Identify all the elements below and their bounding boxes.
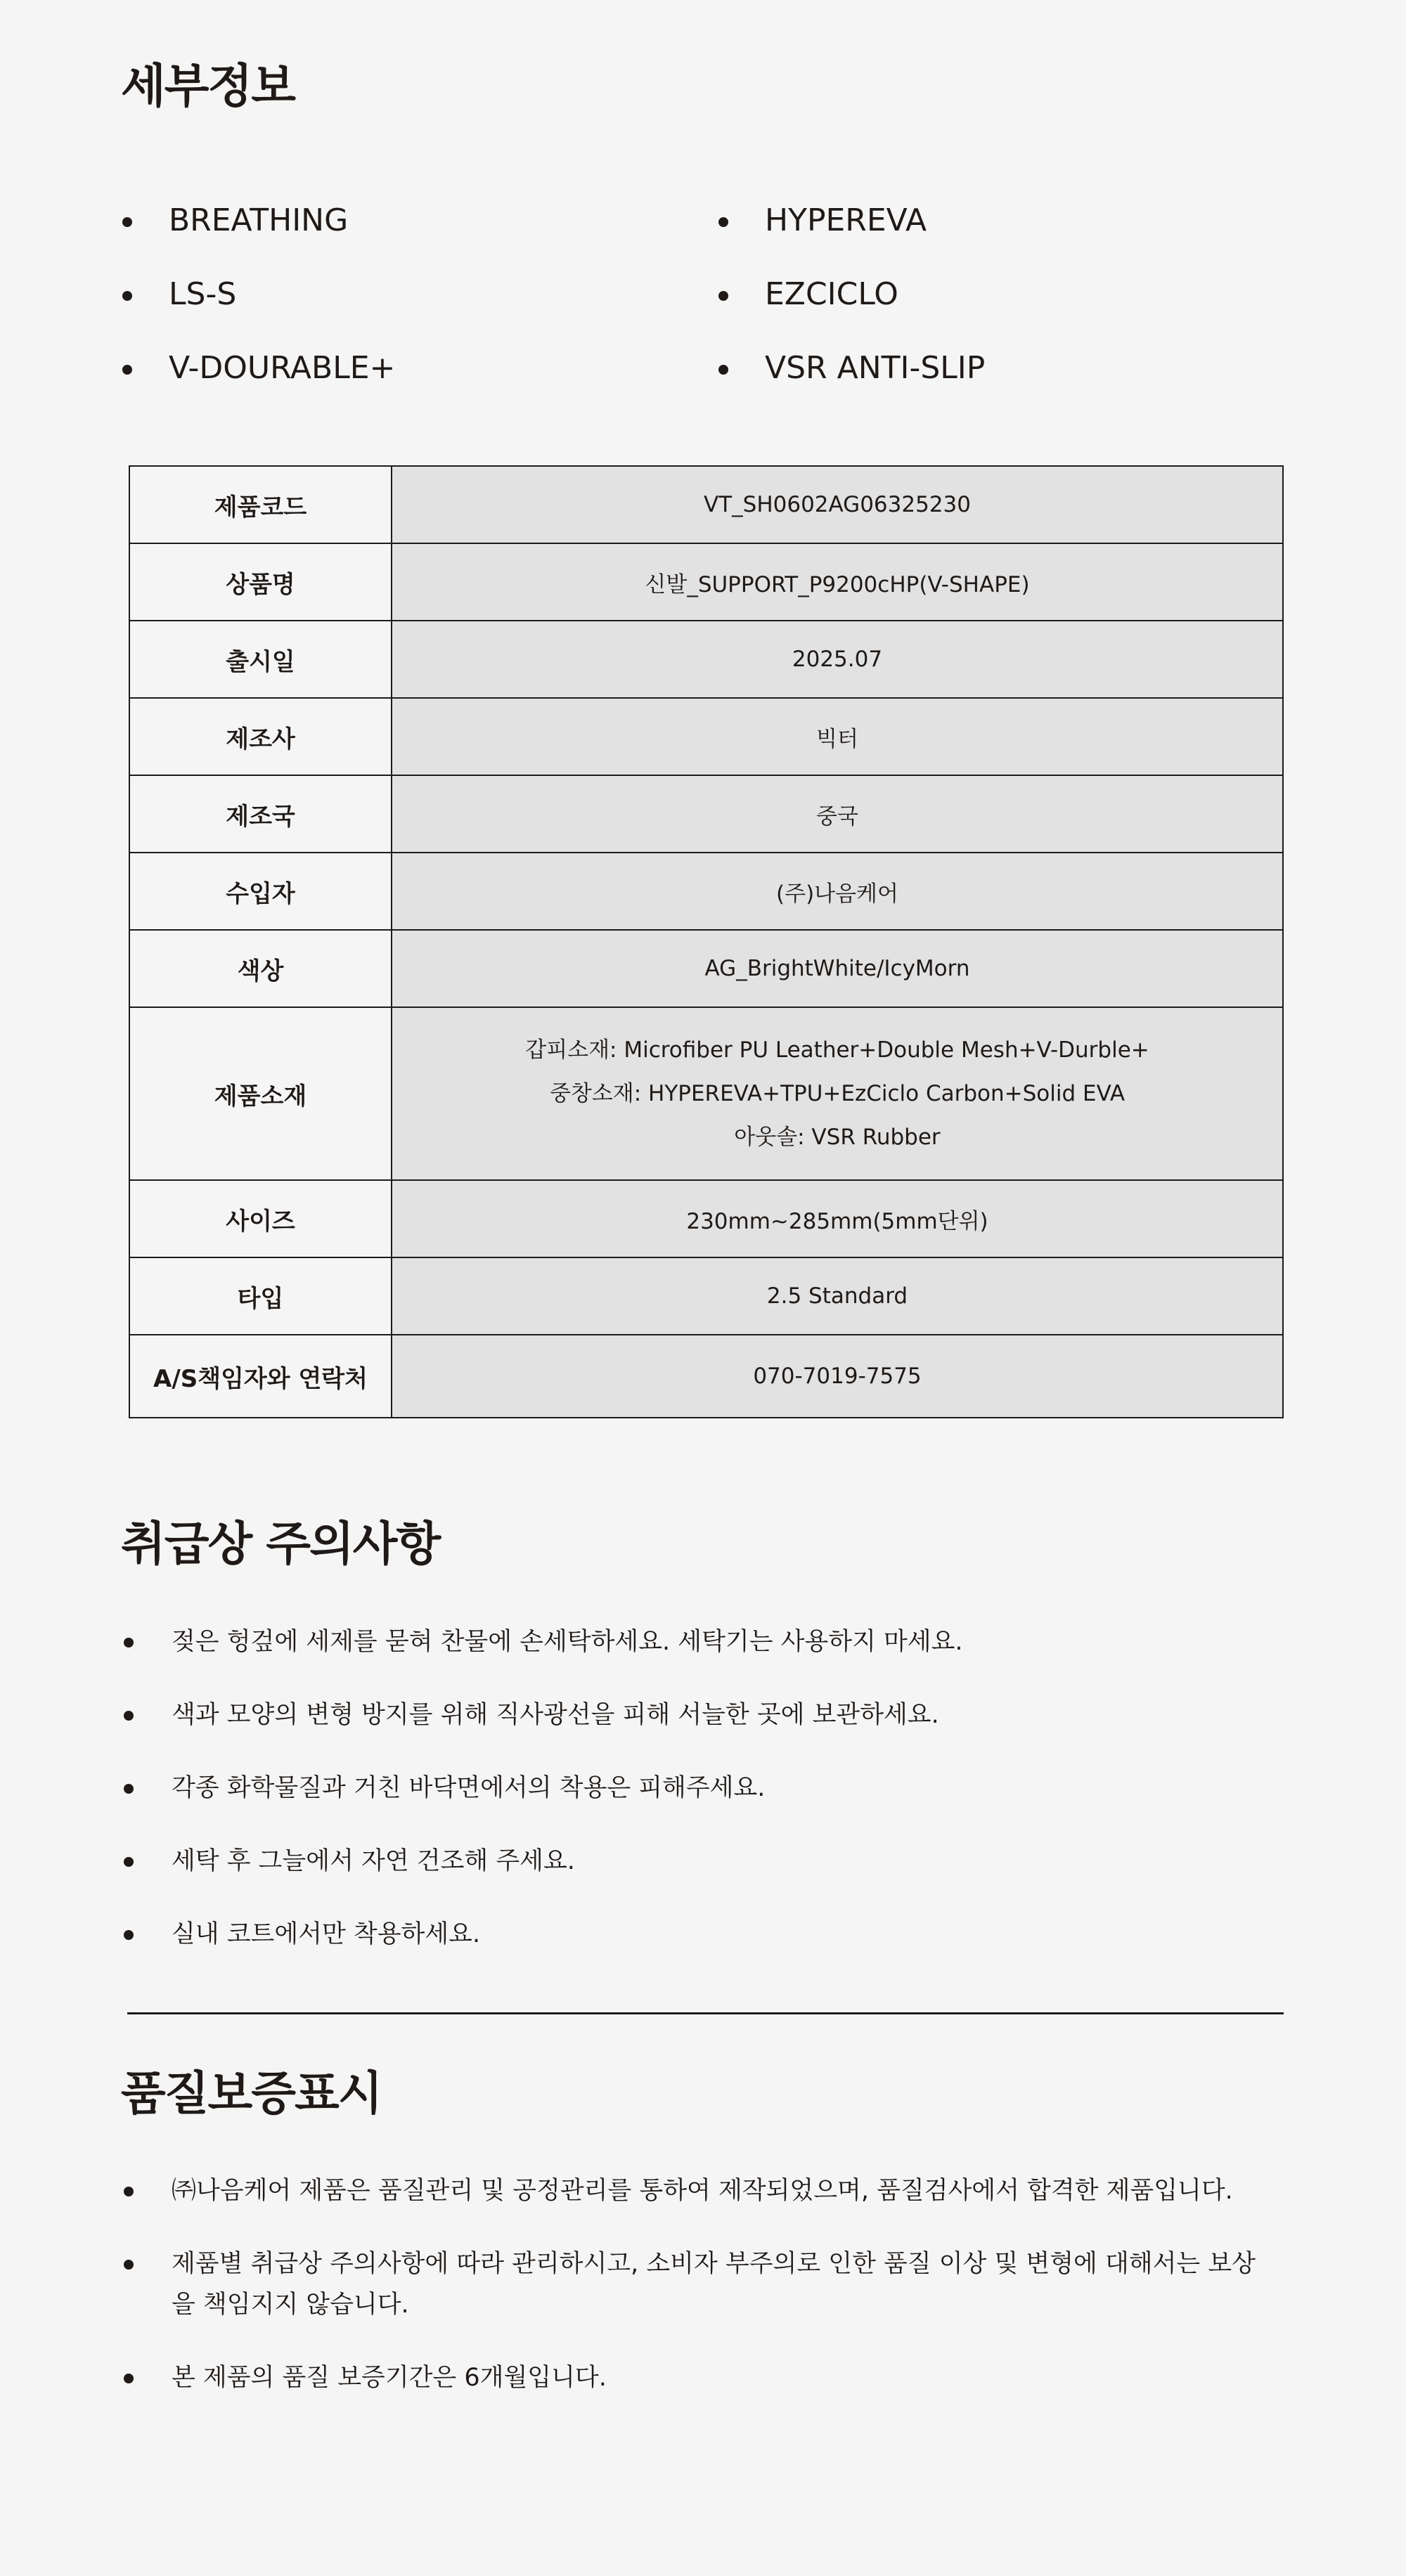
material-upper: 갑피소재: Microfiber PU Leather+Double Mesh+V-Durble+ xyxy=(525,1037,1149,1063)
spec-value: (주)나음케어 xyxy=(392,853,1283,930)
spec-value: 빅터 xyxy=(392,698,1283,775)
care-item: 세탁 후 그늘에서 자연 건조해 주세요. xyxy=(121,1841,1302,1882)
spec-row-product-name xyxy=(129,543,1283,621)
spec-label: 제조국 xyxy=(129,775,392,853)
care-list xyxy=(121,1622,1302,1987)
spec-value: 2.5 Standard xyxy=(392,1257,1283,1335)
feature-item: VSR ANTI-SLIP xyxy=(717,345,1251,419)
feature-item: BREATHING xyxy=(121,198,655,271)
spec-row-importer xyxy=(129,853,1283,930)
spec-label: 출시일 xyxy=(129,621,392,698)
care-item: 색과 모양의 변형 방지를 위해 직사광선을 피해 서늘한 곳에 보관하세요. xyxy=(121,1695,1302,1735)
spec-label: 사이즈 xyxy=(129,1180,392,1257)
spec-row-release-date xyxy=(129,621,1283,698)
quality-item: 제품별 취급상 주의사항에 따라 관리하시고, 소비자 부주의로 인한 품질 이상 및 변형에 대해서는 보상을 책임지지 않습니다. xyxy=(121,2244,1268,2325)
spec-label: 타입 xyxy=(129,1257,392,1335)
spec-row-manufacturer xyxy=(129,698,1283,775)
spec-table xyxy=(129,465,1284,1418)
quality-heading: 품질보증표시 xyxy=(121,2066,382,2121)
spec-label: 제품소재 xyxy=(129,1007,392,1180)
spec-row-color xyxy=(129,930,1283,1007)
spec-label: 수입자 xyxy=(129,853,392,930)
feature-item: LS-S xyxy=(121,271,655,345)
spec-row-size xyxy=(129,1180,1283,1257)
spec-row-as-contact xyxy=(129,1335,1283,1418)
quality-item: ㈜나음케어 제품은 품질관리 및 공정관리를 통하여 제작되었으며, 품질검사에서 합격한 제품입니다. xyxy=(121,2170,1302,2211)
spec-value: 070-7019-7575 xyxy=(392,1335,1283,1418)
spec-row-country xyxy=(129,775,1283,853)
care-item: 실내 코트에서만 착용하세요. xyxy=(121,1914,1302,1955)
spec-label: 제조사 xyxy=(129,698,392,775)
details-heading: 세부정보 xyxy=(121,59,295,113)
quality-item: 본 제품의 품질 보증기간은 6개월입니다. xyxy=(121,2357,1302,2398)
material-midsole: 중창소재: HYPEREVA+TPU+EzCiclo Carbon+Solid EVA xyxy=(549,1081,1126,1106)
spec-value xyxy=(392,1007,1283,1180)
spec-label: 색상 xyxy=(129,930,392,1007)
spec-label: A/S책임자와 연락처 xyxy=(129,1335,392,1418)
spec-value: 신발_SUPPORT_P9200cHP(V-SHAPE) xyxy=(392,543,1283,621)
spec-value: VT_SH0602AG06325230 xyxy=(392,466,1283,543)
care-item: 각종 화학물질과 거친 바닥면에서의 착용은 피해주세요. xyxy=(121,1768,1302,1808)
spec-row-product-code xyxy=(129,466,1283,543)
feature-item: HYPEREVA xyxy=(717,198,1251,271)
section-divider xyxy=(127,2012,1284,2014)
spec-label: 상품명 xyxy=(129,543,392,621)
feature-list-left xyxy=(121,198,655,419)
feature-list-right xyxy=(717,198,1251,419)
feature-item: V-DOURABLE+ xyxy=(121,345,655,419)
spec-value: 중국 xyxy=(392,775,1283,853)
quality-list xyxy=(121,2170,1302,2431)
care-heading: 취급상 주의사항 xyxy=(121,1517,440,1571)
feature-item: EZCICLO xyxy=(717,271,1251,345)
spec-value: AG_BrightWhite/IcyMorn xyxy=(392,930,1283,1007)
spec-row-type xyxy=(129,1257,1283,1335)
spec-row-material xyxy=(129,1007,1283,1180)
spec-value: 230mm~285mm(5mm단위) xyxy=(392,1180,1283,1257)
care-item: 젖은 헝겊에 세제를 묻혀 찬물에 손세탁하세요. 세탁기는 사용하지 마세요. xyxy=(121,1622,1302,1662)
spec-label: 제품코드 xyxy=(129,466,392,543)
material-outsole: 아웃솔: VSR Rubber xyxy=(734,1125,941,1150)
spec-value: 2025.07 xyxy=(392,621,1283,698)
